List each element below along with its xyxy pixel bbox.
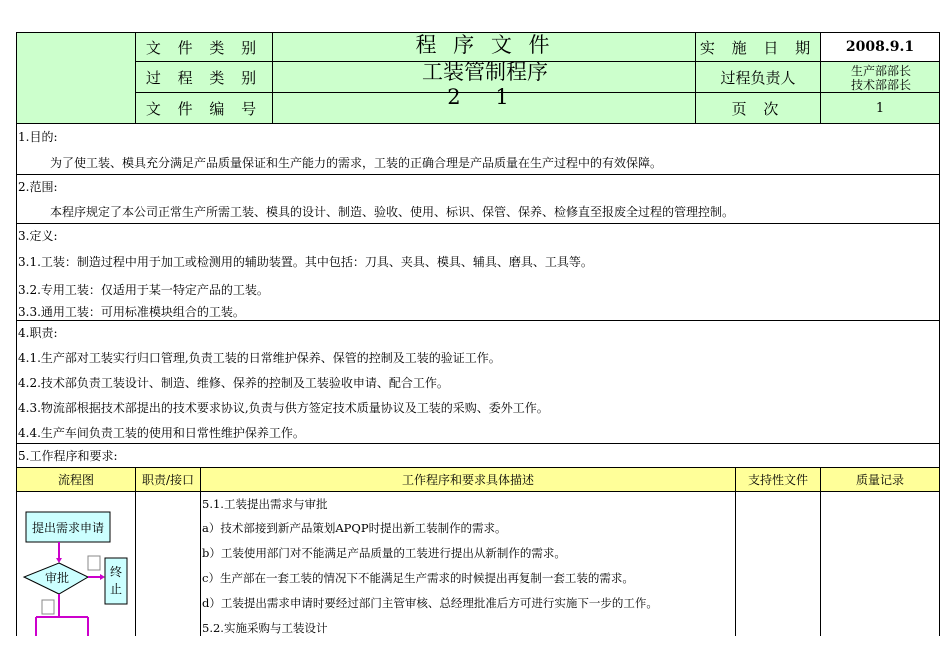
def-item-2: 3.2.专用工装：仅适用于某一特定产品的工装。	[18, 282, 269, 297]
column-line	[820, 491, 821, 636]
col-flow-header: 流程图	[16, 467, 136, 492]
desc-line: b）工装使用部门对不能满足产品质量的工装进行提出从新制作的需求。	[202, 546, 566, 560]
scope-title: 2.范围:	[18, 179, 58, 194]
impl-date-value: 2008.9.1	[820, 32, 940, 62]
header-logo-cell	[16, 32, 136, 124]
desc-line: 5.2.实施采购与工装设计	[202, 621, 328, 635]
column-line	[200, 491, 201, 636]
col-desc-header: 工作程序和要求具体描述	[200, 467, 736, 492]
purpose-title: 1.目的:	[18, 129, 58, 144]
col-duty-header: 职责/接口	[135, 467, 201, 492]
impl-date-label: 实 施 日 期	[695, 32, 821, 62]
def-item-3: 3.3.通用工装：可用标准模块组合的工装。	[18, 305, 245, 319]
purpose-text: 为了使工装、模具充分满足产品质量保证和生产能力的需求，工装的正确合理是产品质量在生产过程中的有效保障。	[50, 155, 663, 170]
doc-type-label: 文 件 类 别	[135, 32, 273, 62]
duty-item-3: 4.3.物流部根据技术部提出的技术要求协议,负责与供方签定技术质量协议及工装的采购、委外工作。	[18, 400, 549, 415]
owner-value-cell	[820, 61, 940, 93]
owner-value-2: 技术部部长	[850, 78, 911, 92]
desc-line: d）工装提出需求申请时要经过部门主管审核、总经理批准后方可进行实施下一步的工作。	[202, 596, 658, 610]
def-item-1: 3.1.工装：制造过程中用于加工或检测用的辅助装置。其中包括：刀具、夹具、模具、辅具、磨具、工具等。	[18, 254, 593, 269]
page-value: 1	[820, 92, 940, 124]
doc-no-label: 文 件 编 号	[135, 92, 273, 124]
process-type-label: 过 程 类 别	[135, 61, 273, 93]
desc-line: a）技术部接到新产品策划APQP时提出新工装制作的需求。	[202, 521, 507, 535]
flow-approve-label: 审批	[44, 571, 70, 585]
doc-type-value: 程 序 文 件	[415, 33, 555, 57]
flow-end-label-2: 止	[109, 582, 123, 596]
duty-item-4: 4.4.生产车间负责工装的使用和日常性维护保养工作。	[18, 425, 305, 440]
process-type-value: 工装管制程序	[422, 60, 548, 84]
doc-no-value: 2 1	[447, 85, 523, 109]
duty-item-1: 4.1.生产部对工装实行归口管理,负责工装的日常维护保养、保管的控制及工装的验证工作。	[18, 350, 501, 365]
duty-title: 4.职责:	[18, 325, 58, 340]
flow-arrowhead	[100, 574, 105, 580]
proc-title: 5.工作程序和要求:	[18, 448, 118, 463]
col-doc-header: 支持性文件	[735, 467, 821, 492]
page-label: 页 次	[695, 92, 821, 124]
owner-value-1: 生产部部长	[850, 64, 911, 78]
flow-start-label: 提出需求申请	[31, 521, 105, 535]
column-line	[135, 491, 136, 636]
col-record-header: 质量记录	[820, 467, 940, 492]
flow-arrowhead	[56, 558, 62, 563]
flow-end-label-1: 终	[109, 565, 123, 579]
doc-no-value-cell	[272, 85, 696, 124]
flowchart	[16, 492, 135, 636]
def-title: 3.定义:	[18, 229, 58, 243]
column-line	[735, 491, 736, 636]
duty-item-2: 4.2.技术部负责工装设计、制造、维修、保养的控制及工装验收申请、配合工作。	[18, 375, 449, 390]
owner-label: 过程负责人	[695, 61, 821, 93]
desc-line: 5.1.工装提出需求与审批	[202, 497, 328, 511]
desc-line: c）生产部在一套工装的情况下不能满足生产需求的时候提出再复制一套工装的需求。	[202, 571, 634, 585]
flow-note-box	[88, 556, 100, 570]
scope-text: 本程序规定了本公司正常生产所需工装、模具的设计、制造、验收、使用、标识、保管、保养、检修直至报废全过程的管理控制。	[50, 204, 735, 219]
flow-note-box	[42, 600, 54, 614]
